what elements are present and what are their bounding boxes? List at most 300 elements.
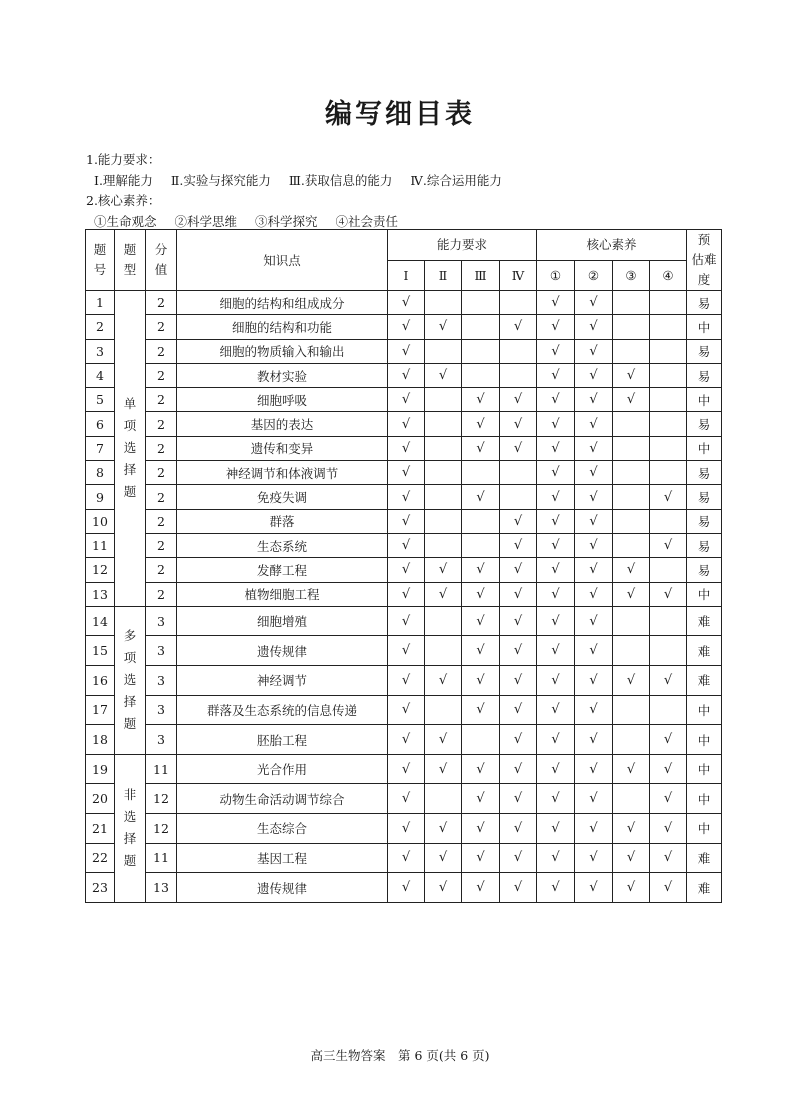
notes-section [86, 150, 502, 232]
difficulty: 难 [687, 666, 722, 696]
ability-check [425, 461, 462, 485]
ability-check: √ [500, 412, 537, 436]
question-number: 2 [86, 315, 115, 339]
score: 3 [146, 606, 177, 636]
question-number: 19 [86, 754, 115, 784]
ability-item: Ⅳ.综合运用能力 [410, 172, 502, 188]
literacy-check: √ [650, 873, 687, 903]
table-row [86, 582, 722, 606]
ability-check: √ [500, 754, 537, 784]
ability-check: √ [462, 843, 500, 873]
difficulty: 易 [687, 291, 722, 315]
ability-check: √ [500, 509, 537, 533]
literacy-check: √ [650, 725, 687, 755]
difficulty: 中 [687, 315, 722, 339]
literacy-check [613, 606, 650, 636]
literacy-check: √ [575, 485, 613, 509]
ability-check: √ [500, 582, 537, 606]
header-row [86, 230, 722, 261]
knowledge-point: 生态系统 [177, 533, 388, 557]
literacy-check: √ [537, 558, 575, 582]
ability-check: √ [462, 582, 500, 606]
ability-col-3: Ⅲ [462, 260, 500, 291]
question-number: 6 [86, 412, 115, 436]
ability-check: √ [500, 873, 537, 903]
literacy-check [650, 695, 687, 725]
literacy-check [613, 339, 650, 363]
literacy-check: √ [537, 363, 575, 387]
knowledge-point: 遗传规律 [177, 636, 388, 666]
ability-check: √ [500, 533, 537, 557]
score: 11 [146, 754, 177, 784]
score: 2 [146, 339, 177, 363]
literacy-check: √ [613, 754, 650, 784]
literacy-check [613, 315, 650, 339]
ability-check: √ [500, 558, 537, 582]
literacy-check: √ [537, 315, 575, 339]
table-row [86, 363, 722, 387]
score: 3 [146, 725, 177, 755]
table-row [86, 461, 722, 485]
ability-check [425, 436, 462, 460]
ability-check: √ [388, 509, 425, 533]
table-row [86, 606, 722, 636]
literacy-check [613, 509, 650, 533]
question-number: 3 [86, 339, 115, 363]
literacy-check: √ [575, 636, 613, 666]
ability-check: √ [425, 315, 462, 339]
page-footer: 高三生物答案 第 6 页(共 6 页) [310, 1048, 490, 1063]
literacy-check [613, 461, 650, 485]
knowledge-point: 细胞增殖 [177, 606, 388, 636]
literacy-check: √ [537, 436, 575, 460]
ability-check [500, 291, 537, 315]
literacy-check: √ [575, 558, 613, 582]
literacy-check [650, 388, 687, 412]
ability-check: √ [425, 843, 462, 873]
literacy-check: √ [650, 784, 687, 814]
ability-check [425, 509, 462, 533]
question-number: 11 [86, 533, 115, 557]
ability-item: Ⅰ.理解能力 [94, 172, 153, 188]
literacy-heading: 2.核心素养： [86, 193, 161, 208]
ability-check: √ [425, 666, 462, 696]
ability-check: √ [462, 666, 500, 696]
ability-check: √ [388, 754, 425, 784]
question-number: 12 [86, 558, 115, 582]
literacy-check [650, 509, 687, 533]
ability-check: √ [425, 873, 462, 903]
ability-heading: 1.能力要求： [86, 152, 161, 167]
ability-check: √ [462, 485, 500, 509]
spec-table [85, 229, 722, 903]
literacy-check: √ [537, 485, 575, 509]
knowledge-point: 光合作用 [177, 754, 388, 784]
literacy-check: √ [537, 582, 575, 606]
difficulty: 中 [687, 436, 722, 460]
question-number: 16 [86, 666, 115, 696]
ability-check: √ [500, 695, 537, 725]
ability-check [425, 485, 462, 509]
literacy-check: √ [613, 388, 650, 412]
ability-check [462, 725, 500, 755]
ability-check: √ [388, 666, 425, 696]
knowledge-point: 基因工程 [177, 843, 388, 873]
difficulty: 难 [687, 873, 722, 903]
literacy-check: √ [575, 606, 613, 636]
ability-check: √ [462, 636, 500, 666]
score: 12 [146, 784, 177, 814]
ability-check [425, 412, 462, 436]
literacy-check [613, 784, 650, 814]
literacy-check: √ [537, 509, 575, 533]
knowledge-point: 细胞呼吸 [177, 388, 388, 412]
literacy-item: ④社会责任 [335, 213, 399, 229]
ability-check: √ [500, 436, 537, 460]
table-row [86, 388, 722, 412]
literacy-check: √ [613, 843, 650, 873]
ability-check: √ [388, 339, 425, 363]
score: 2 [146, 461, 177, 485]
literacy-check: √ [537, 814, 575, 844]
literacy-check [613, 533, 650, 557]
literacy-check: √ [613, 814, 650, 844]
literacy-check: √ [537, 339, 575, 363]
literacy-check: √ [537, 666, 575, 696]
literacy-check: √ [537, 843, 575, 873]
table-row [86, 412, 722, 436]
ability-check: √ [388, 485, 425, 509]
table-row [86, 725, 722, 755]
ability-check: √ [462, 754, 500, 784]
score: 2 [146, 388, 177, 412]
question-number: 8 [86, 461, 115, 485]
literacy-check: √ [575, 695, 613, 725]
knowledge-point: 细胞的结构和组成成分 [177, 291, 388, 315]
ability-check: √ [425, 814, 462, 844]
ability-check: √ [462, 695, 500, 725]
literacy-check: √ [537, 412, 575, 436]
header-knowledge: 知识点 [177, 230, 388, 291]
ability-check [425, 636, 462, 666]
literacy-check: √ [613, 666, 650, 696]
table-row [86, 873, 722, 903]
table-row [86, 695, 722, 725]
table-row [86, 666, 722, 696]
score: 2 [146, 485, 177, 509]
score: 12 [146, 814, 177, 844]
knowledge-point: 发酵工程 [177, 558, 388, 582]
difficulty: 易 [687, 339, 722, 363]
difficulty: 中 [687, 754, 722, 784]
literacy-check: √ [613, 873, 650, 903]
question-type: 单 项 选 择 题 [115, 291, 146, 607]
table-row [86, 339, 722, 363]
literacy-check: √ [575, 315, 613, 339]
literacy-check: √ [575, 582, 613, 606]
ability-check: √ [462, 606, 500, 636]
score: 2 [146, 582, 177, 606]
literacy-check [613, 412, 650, 436]
literacy-check: √ [613, 363, 650, 387]
difficulty: 难 [687, 843, 722, 873]
literacy-check: √ [575, 339, 613, 363]
knowledge-point: 基因的表达 [177, 412, 388, 436]
table-row [86, 509, 722, 533]
table-row [86, 291, 722, 315]
table-row [86, 533, 722, 557]
knowledge-point: 动物生命活动调节综合 [177, 784, 388, 814]
literacy-check [650, 636, 687, 666]
question-number: 20 [86, 784, 115, 814]
score: 2 [146, 315, 177, 339]
question-number: 1 [86, 291, 115, 315]
difficulty: 易 [687, 485, 722, 509]
literacy-check: √ [537, 461, 575, 485]
literacy-col-4: ④ [650, 260, 687, 291]
knowledge-point: 遗传规律 [177, 873, 388, 903]
difficulty: 易 [687, 363, 722, 387]
literacy-check: √ [575, 666, 613, 696]
knowledge-point: 神经调节 [177, 666, 388, 696]
difficulty: 难 [687, 606, 722, 636]
literacy-check: √ [575, 843, 613, 873]
ability-check [500, 485, 537, 509]
ability-check [425, 388, 462, 412]
literacy-check: √ [650, 843, 687, 873]
ability-check: √ [462, 814, 500, 844]
ability-check [462, 363, 500, 387]
literacy-check: √ [537, 754, 575, 784]
knowledge-point: 细胞的物质输入和输出 [177, 339, 388, 363]
ability-check: √ [388, 814, 425, 844]
question-number: 14 [86, 606, 115, 636]
ability-check: √ [388, 461, 425, 485]
literacy-check: √ [537, 388, 575, 412]
literacy-check [650, 606, 687, 636]
literacy-check [650, 558, 687, 582]
literacy-check: √ [537, 606, 575, 636]
literacy-check [650, 436, 687, 460]
literacy-check: √ [537, 636, 575, 666]
knowledge-point: 群落 [177, 509, 388, 533]
ability-check [500, 461, 537, 485]
literacy-check [650, 315, 687, 339]
header-difficulty: 预 估难度 [687, 230, 722, 291]
ability-check: √ [500, 725, 537, 755]
literacy-check [613, 725, 650, 755]
question-number: 21 [86, 814, 115, 844]
difficulty: 易 [687, 533, 722, 557]
ability-check [425, 533, 462, 557]
ability-check: √ [462, 873, 500, 903]
score: 11 [146, 843, 177, 873]
table-row [86, 754, 722, 784]
literacy-check: √ [650, 582, 687, 606]
ability-check: √ [388, 315, 425, 339]
difficulty: 中 [687, 725, 722, 755]
score: 13 [146, 873, 177, 903]
literacy-check: √ [650, 533, 687, 557]
ability-check: √ [388, 606, 425, 636]
table-row [86, 485, 722, 509]
literacy-check: √ [575, 509, 613, 533]
literacy-check [613, 636, 650, 666]
ability-check [425, 784, 462, 814]
score: 2 [146, 509, 177, 533]
score: 2 [146, 558, 177, 582]
literacy-check: √ [537, 873, 575, 903]
literacy-check: √ [575, 388, 613, 412]
header-score: 分 值 [146, 230, 177, 291]
literacy-check: √ [650, 754, 687, 784]
literacy-item: ①生命观念 [94, 213, 157, 229]
literacy-check: √ [575, 814, 613, 844]
knowledge-point: 遗传和变异 [177, 436, 388, 460]
knowledge-point: 神经调节和体液调节 [177, 461, 388, 485]
literacy-check [650, 412, 687, 436]
literacy-check: √ [575, 412, 613, 436]
ability-check [462, 315, 500, 339]
table-row [86, 843, 722, 873]
literacy-item: ②科学思维 [174, 213, 238, 229]
literacy-check: √ [575, 533, 613, 557]
ability-check: √ [462, 558, 500, 582]
score: 2 [146, 412, 177, 436]
ability-check [462, 533, 500, 557]
ability-check: √ [462, 784, 500, 814]
score: 2 [146, 363, 177, 387]
score: 3 [146, 666, 177, 696]
table-body [86, 291, 722, 903]
question-number: 10 [86, 509, 115, 533]
literacy-check: √ [650, 814, 687, 844]
literacy-check: √ [575, 754, 613, 784]
literacy-check: √ [575, 784, 613, 814]
difficulty: 易 [687, 412, 722, 436]
knowledge-point: 免疫失调 [177, 485, 388, 509]
literacy-check [613, 436, 650, 460]
literacy-check: √ [650, 485, 687, 509]
difficulty: 易 [687, 558, 722, 582]
ability-check: √ [500, 666, 537, 696]
literacy-check: √ [537, 291, 575, 315]
ability-check: √ [500, 388, 537, 412]
ability-check: √ [388, 363, 425, 387]
ability-check [425, 291, 462, 315]
question-number: 13 [86, 582, 115, 606]
difficulty: 中 [687, 695, 722, 725]
literacy-check: √ [537, 695, 575, 725]
difficulty: 易 [687, 461, 722, 485]
ability-check [425, 695, 462, 725]
header-ability: 能力要求 [388, 230, 537, 261]
difficulty: 中 [687, 388, 722, 412]
difficulty: 难 [687, 636, 722, 666]
difficulty: 中 [687, 582, 722, 606]
question-number: 7 [86, 436, 115, 460]
literacy-check [650, 291, 687, 315]
ability-check: √ [500, 843, 537, 873]
literacy-check: √ [537, 725, 575, 755]
score: 3 [146, 695, 177, 725]
header-qtype: 题 型 [115, 230, 146, 291]
ability-list [86, 171, 502, 192]
literacy-check: √ [575, 873, 613, 903]
knowledge-point: 群落及生态系统的信息传递 [177, 695, 388, 725]
ability-check: √ [388, 784, 425, 814]
literacy-check: √ [613, 582, 650, 606]
ability-check: √ [500, 814, 537, 844]
header-qno: 题 号 [86, 230, 115, 291]
question-number: 15 [86, 636, 115, 666]
literacy-check: √ [575, 461, 613, 485]
literacy-check [650, 339, 687, 363]
ability-check: √ [500, 606, 537, 636]
question-type: 多 项 选 择 题 [115, 606, 146, 754]
knowledge-point: 细胞的结构和功能 [177, 315, 388, 339]
ability-check [425, 606, 462, 636]
ability-check: √ [500, 315, 537, 339]
ability-check: √ [388, 558, 425, 582]
ability-check [500, 363, 537, 387]
ability-check [425, 339, 462, 363]
literacy-check [613, 485, 650, 509]
literacy-check: √ [575, 436, 613, 460]
literacy-check: √ [537, 533, 575, 557]
score: 2 [146, 533, 177, 557]
ability-check: √ [388, 725, 425, 755]
ability-col-4: Ⅳ [500, 260, 537, 291]
literacy-check: √ [575, 363, 613, 387]
question-number: 22 [86, 843, 115, 873]
ability-check: √ [425, 725, 462, 755]
ability-check: √ [462, 436, 500, 460]
ability-check: √ [388, 582, 425, 606]
ability-check: √ [462, 388, 500, 412]
difficulty: 易 [687, 509, 722, 533]
question-type: 非 选 择 题 [115, 754, 146, 902]
question-number: 5 [86, 388, 115, 412]
ability-check: √ [425, 363, 462, 387]
table-row [86, 636, 722, 666]
ability-check: √ [462, 412, 500, 436]
header-literacy: 核心素养 [537, 230, 687, 261]
literacy-check: √ [537, 784, 575, 814]
ability-check: √ [388, 533, 425, 557]
ability-check: √ [388, 291, 425, 315]
knowledge-point: 胚胎工程 [177, 725, 388, 755]
literacy-check: √ [575, 291, 613, 315]
literacy-check [650, 363, 687, 387]
ability-check: √ [388, 873, 425, 903]
literacy-check: √ [650, 666, 687, 696]
knowledge-point: 植物细胞工程 [177, 582, 388, 606]
difficulty: 中 [687, 814, 722, 844]
table-row [86, 558, 722, 582]
ability-check [462, 291, 500, 315]
ability-check: √ [388, 636, 425, 666]
literacy-check: √ [613, 558, 650, 582]
ability-col-2: Ⅱ [425, 260, 462, 291]
score: 2 [146, 436, 177, 460]
question-number: 23 [86, 873, 115, 903]
ability-check: √ [388, 412, 425, 436]
literacy-check [650, 461, 687, 485]
literacy-check: √ [575, 725, 613, 755]
literacy-item: ③科学探究 [255, 213, 318, 229]
table-row [86, 315, 722, 339]
